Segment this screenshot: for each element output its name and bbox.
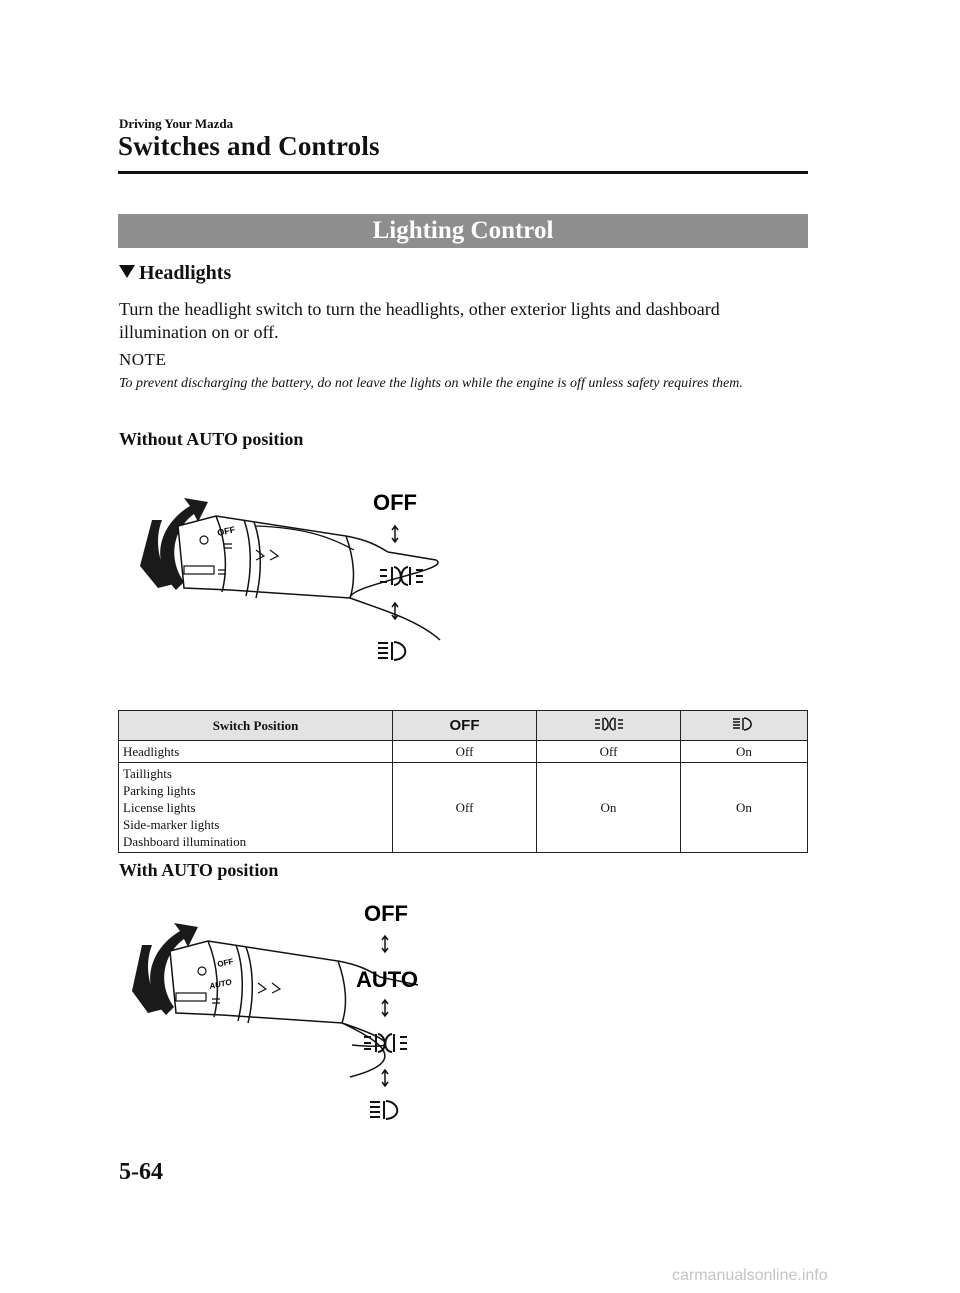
position-label-off: OFF	[373, 490, 417, 515]
up-down-arrow-icon	[382, 1070, 388, 1086]
figure-heading-with-auto: With AUTO position	[119, 860, 279, 880]
header-switch-position: Switch Position	[119, 711, 393, 741]
headlight-icon	[370, 1101, 397, 1119]
row-label-line: Dashboard illumination	[123, 834, 247, 849]
chapter-rule	[118, 171, 808, 174]
note-label: NOTE	[119, 350, 167, 369]
stalk-body	[178, 516, 353, 598]
header-parking-lights	[537, 711, 681, 741]
cell-value: On	[681, 763, 808, 853]
row-label-line: Side-marker lights	[123, 817, 220, 832]
footer-watermark: carmanualsonline.info	[672, 1267, 828, 1284]
cell-value: Off	[537, 741, 681, 763]
cell-value: On	[537, 763, 681, 853]
up-down-arrow-icon	[382, 936, 388, 952]
table-row	[119, 741, 808, 763]
cell-value: On	[681, 741, 808, 763]
subheading-text: Headlights	[139, 262, 232, 284]
row-label-line: Taillights	[123, 766, 172, 781]
parking-lights-icon	[364, 1034, 407, 1052]
table-header-row	[119, 711, 808, 741]
up-down-arrow-icon	[392, 603, 398, 619]
chapter-title: Switches and Controls	[118, 131, 380, 161]
page-number: 5-64	[119, 1159, 163, 1185]
stalk-figure-without-auto	[118, 480, 458, 680]
up-down-arrow-icon	[382, 1000, 388, 1016]
position-label-auto: AUTO	[356, 967, 418, 992]
triangle-bullet-icon	[119, 265, 135, 278]
headlight-icon	[731, 716, 757, 732]
up-down-arrow-icon	[392, 526, 398, 542]
headlight-icon	[378, 642, 405, 660]
header-off-label: OFF	[449, 717, 480, 734]
switch-position-table	[118, 710, 808, 853]
stalk-off-label: OFF	[216, 956, 235, 969]
section-banner: Lighting Control	[118, 214, 808, 248]
stalk-figure-with-auto	[118, 895, 458, 1125]
stalk-body	[170, 941, 345, 1023]
cell-value: Off	[393, 741, 537, 763]
row-label-line: Parking lights	[123, 783, 196, 798]
row-label: Headlights	[119, 741, 393, 763]
figure-heading-without-auto: Without AUTO position	[119, 429, 304, 449]
subheading	[119, 262, 231, 285]
row-label	[119, 763, 393, 853]
stalk-auto-label: AUTO	[208, 977, 233, 991]
parking-lights-icon	[380, 567, 423, 585]
header-off	[393, 711, 537, 741]
table-row	[119, 763, 808, 853]
cell-value: Off	[393, 763, 537, 853]
note-text: To prevent discharging the battery, do not leave the lights on while the engine is off unless safety requires them.	[119, 376, 743, 391]
header-headlights	[681, 711, 808, 741]
parking-lights-icon	[593, 716, 625, 732]
body-paragraph: Turn the headlight switch to turn the headlights, other exterior lights and dashboard illumination on or off.	[119, 299, 720, 342]
position-label-off: OFF	[364, 901, 408, 926]
section-label: Driving Your Mazda	[119, 116, 234, 131]
stalk-off-label: OFF	[216, 524, 237, 538]
row-label-line: License lights	[123, 800, 196, 815]
